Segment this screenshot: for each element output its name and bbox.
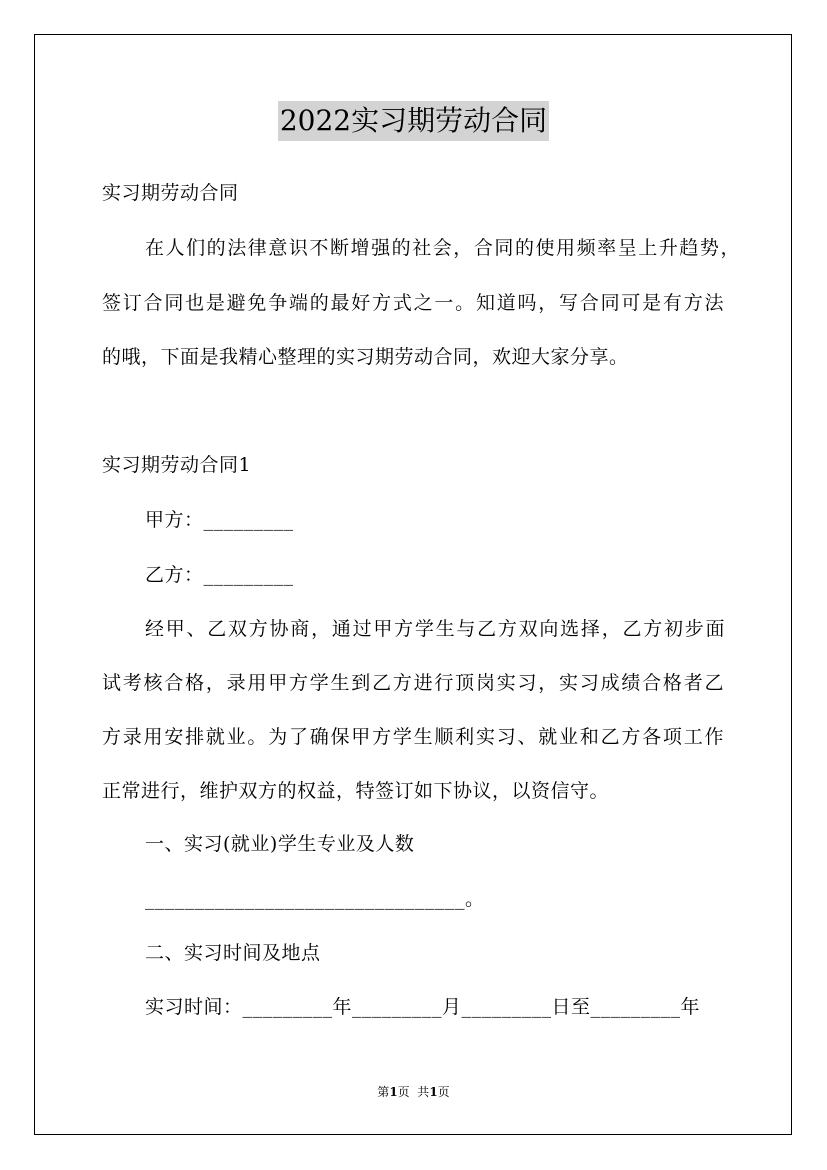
intro-line-3: 的哦，下面是我精心整理的实习期劳动合同，欢迎大家分享。 [102,346,629,368]
para-line-3: 方录用安排就业。为了确保甲方学生顺利实习、就业和乙方各项工作 [102,726,724,748]
intro-line-2: 签订合同也是避免争端的最好方式之一。知道吗，写合同可是有方法 [102,292,724,314]
item-2-time: 实习时间：_________年_________月_________日至_________年 [145,996,701,1018]
section-heading: 实习期劳动合同1 [102,454,252,476]
document-heading: 实习期劳动合同 [102,182,239,204]
item-1-heading: 一、实习(就业)学生专业及人数 [145,833,415,855]
para-line-4: 正常进行，维护双方的权益，特签订如下协议，以资信守。 [102,780,610,802]
footer-prefix: 第 [377,1085,390,1099]
item-2-heading: 二、实习时间及地点 [145,942,321,964]
footer-mid: 页 共 [397,1085,430,1099]
footer-page-current: 1 [389,1085,398,1099]
item-1-blank: ________________________________。 [145,888,485,910]
para-line-1: 经甲、乙双方协商，通过甲方学生与乙方双向选择，乙方初步面 [145,618,725,640]
page-footer [0,1083,827,1101]
document-title: 2022实习期劳动合同 [278,101,549,141]
footer-suffix: 页 [437,1085,450,1099]
party-a-line: 甲方：_________ [145,509,294,531]
title-container [0,101,827,141]
para-line-2: 试考核合格，录用甲方学生到乙方进行顶岗实习，实习成绩合格者乙 [102,672,724,694]
footer-page-total: 1 [429,1085,438,1099]
party-b-line: 乙方：_________ [145,564,294,586]
intro-line-1: 在人们的法律意识不断增强的社会，合同的使用频率呈上升趋势， [145,237,740,259]
